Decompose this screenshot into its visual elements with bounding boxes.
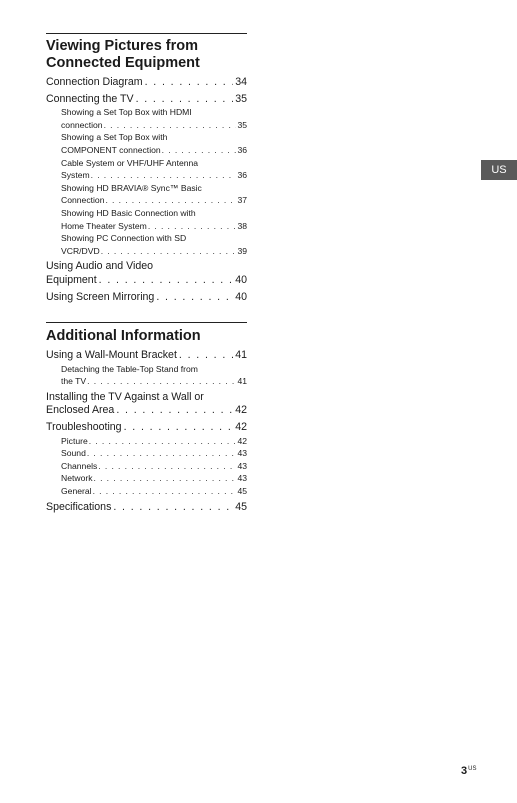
toc-entry-page: 43 (237, 473, 247, 484)
page-number-value: 3 (461, 765, 468, 777)
toc-entry-title: Troubleshooting (46, 420, 122, 433)
page-number-suffix: US (468, 766, 477, 772)
toc-subentry-picture[interactable] (46, 435, 247, 448)
toc-entry-title: System (61, 170, 90, 181)
section-heading: Additional Information (46, 328, 201, 344)
toc-entry-page: 41 (235, 349, 247, 361)
toc-entry-title: Picture (61, 435, 88, 446)
toc-subentry-title-line1: Showing PC Connection with SD (61, 233, 187, 244)
toc-subentry-pc-connection[interactable] (46, 245, 247, 258)
leader-dots (113, 501, 233, 515)
leader-dots (179, 349, 233, 363)
toc-entry-page: 40 (235, 273, 247, 286)
section-heading-line2: Connected Equipment (46, 55, 200, 71)
region-tab: US (481, 160, 517, 180)
toc-entry-page: 36 (237, 144, 247, 155)
toc-entry-page: 45 (237, 485, 247, 496)
leader-dots (94, 472, 237, 485)
toc-entry-troubleshooting[interactable] (46, 421, 247, 435)
toc-entry-title: General (61, 485, 92, 496)
toc-entry-title-line1: Installing the TV Against a Wall or (46, 390, 204, 403)
leader-dots (148, 220, 237, 233)
leader-dots (98, 460, 236, 473)
toc-entry-title: connection (61, 119, 103, 130)
toc-subentry-home-theater[interactable] (46, 220, 247, 233)
leader-dots (101, 245, 237, 258)
toc-entry-page: 37 (237, 195, 247, 206)
toc-entry-title: COMPONENT connection (61, 144, 161, 155)
toc-entry-wall-mount-bracket[interactable] (46, 349, 247, 363)
toc-entry-title: Specifications (46, 500, 112, 513)
toc-subentry-general[interactable] (46, 485, 247, 498)
toc-entry-connection-diagram[interactable] (46, 76, 247, 90)
page-number (461, 765, 476, 777)
toc-entry-title: Connecting the TV (46, 92, 134, 105)
toc-entry-title-line1: Using Audio and Video (46, 260, 154, 273)
leader-dots (116, 404, 233, 418)
leader-dots (136, 93, 234, 107)
toc-entry-page: 35 (235, 92, 247, 105)
toc-entry-page: 40 (235, 290, 247, 303)
toc-entry-page: 42 (235, 404, 247, 417)
toc-entry-page: 34 (235, 76, 247, 88)
toc-entry-page: 43 (237, 460, 247, 471)
toc-subentry-component[interactable] (46, 144, 247, 157)
toc-entry-title: Equipment (46, 273, 97, 286)
toc-entry-page: 42 (235, 420, 247, 433)
leader-dots (162, 144, 237, 157)
leader-dots (124, 421, 234, 435)
toc-entry-specifications[interactable] (46, 501, 247, 515)
toc-entry-connecting-the-tv[interactable] (46, 93, 247, 107)
toc-subentry-title-line1: Cable System or VHF/UHF Antenna (61, 157, 199, 168)
section-rule (46, 33, 247, 34)
toc-subentry-title-line1: Detaching the Table-Top Stand from (61, 363, 198, 374)
toc-entry-title: Sound (61, 448, 86, 459)
leader-dots (104, 119, 237, 132)
toc-subentry-bravia-sync[interactable] (46, 194, 247, 207)
toc-entry-title: Network (61, 473, 93, 484)
toc-section-viewing-pictures (46, 33, 247, 304)
toc-entry-page: 43 (237, 448, 247, 459)
toc-entry-title: Using Screen Mirroring (46, 290, 155, 303)
toc-subentry-title-line1: Showing HD BRAVIA® Sync™ Basic (61, 182, 202, 193)
toc-subentry-network[interactable] (46, 472, 247, 485)
toc-entry-page: 36 (237, 170, 247, 181)
toc-entry-title: Channels (61, 460, 98, 471)
toc-subentry-title-line1: Showing a Set Top Box with (61, 132, 168, 143)
leader-dots (87, 375, 236, 388)
toc-subentry-detaching-stand[interactable] (46, 375, 247, 388)
toc-entry-title: VCR/DVD (61, 245, 100, 256)
toc-subentry-title-line1: Showing a Set Top Box with HDMI (61, 107, 192, 118)
toc-entry-title: Enclosed Area (46, 404, 115, 417)
toc-entry-screen-mirroring[interactable] (46, 291, 247, 305)
toc-entry-title: Connection Diagram (46, 76, 143, 88)
toc-entry-audio-video[interactable] (46, 274, 247, 288)
leader-dots (105, 194, 236, 207)
toc-entry-page: 39 (237, 245, 247, 256)
toc-entry-installing-against-wall[interactable] (46, 404, 247, 418)
leader-dots (87, 447, 237, 460)
section-rule (46, 322, 247, 323)
toc-subentry-title-line1: Showing HD Basic Connection with (61, 207, 196, 218)
leader-dots (93, 485, 237, 498)
leader-dots (99, 274, 234, 288)
toc-subentry-channels[interactable] (46, 460, 247, 473)
toc-subentry-cable-system[interactable] (46, 169, 247, 182)
toc-entry-title: Connection (61, 195, 105, 206)
toc-entry-page: 38 (237, 220, 247, 231)
toc-entry-page: 42 (237, 435, 247, 446)
section-heading: Viewing Pictures from (46, 38, 199, 54)
toc-entry-title: Using a Wall-Mount Bracket (46, 349, 177, 361)
leader-dots (156, 291, 233, 305)
toc-subentry-hdmi[interactable] (46, 119, 247, 132)
toc-entry-page: 35 (237, 119, 247, 130)
leader-dots (91, 169, 237, 182)
leader-dots (145, 76, 234, 90)
toc-subentry-sound[interactable] (46, 447, 247, 460)
leader-dots (89, 435, 237, 448)
toc-entry-title: the TV (61, 376, 87, 387)
toc-entry-page: 41 (237, 376, 247, 387)
toc-section-additional-information (46, 322, 247, 514)
toc-entry-title: Home Theater System (61, 220, 147, 231)
toc-entry-page: 45 (235, 500, 247, 513)
